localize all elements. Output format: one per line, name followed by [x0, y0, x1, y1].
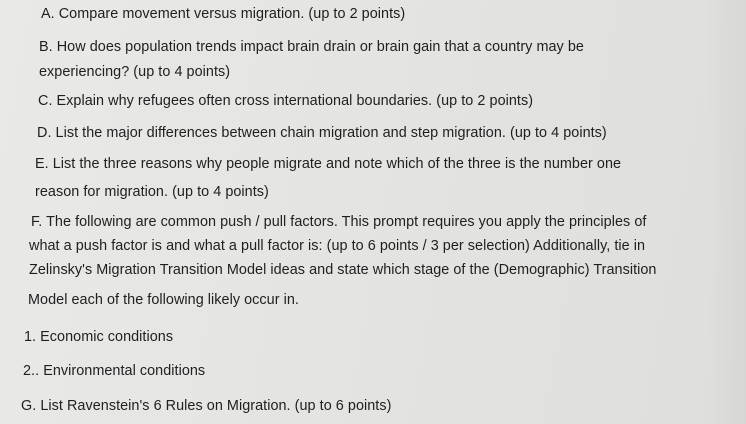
question-b-line-2: experiencing? (up to 4 points): [39, 64, 231, 80]
question-f-line-2: what a push factor is and what a pull factor is: (up to 6 points / 3 per selection) Additionally, tie in: [29, 238, 646, 254]
question-d: D. List the major differences between chain migration and step migration. (up to 4 points): [37, 125, 607, 141]
list-item-environmental-conditions: 2.. Environmental conditions: [23, 363, 206, 379]
question-b-line-1: B. How does population trends impact brain drain or brain gain that a country may be: [39, 39, 584, 55]
question-c: C. Explain why refugees often cross international boundaries. (up to 2 points): [38, 93, 534, 109]
question-f-line-3: Zelinsky's Migration Transition Model ideas and state which stage of the (Demographic) Transition: [29, 262, 657, 278]
question-f-line-1: F. The following are common push / pull factors. This prompt requires you apply the principles of: [31, 214, 647, 230]
question-e-line-2: reason for migration. (up to 4 points): [35, 184, 269, 200]
question-g: G. List Ravenstein's 6 Rules on Migration. (up to 6 points): [21, 398, 392, 414]
question-f-line-4: Model each of the following likely occur in.: [28, 292, 299, 308]
question-a: A. Compare movement versus migration. (up to 2 points): [41, 6, 406, 22]
list-item-economic-conditions: 1. Economic conditions: [24, 329, 174, 345]
question-e-line-1: E. List the three reasons why people migrate and note which of the three is the number one: [35, 156, 622, 172]
page-edge-shadow: [706, 0, 746, 424]
